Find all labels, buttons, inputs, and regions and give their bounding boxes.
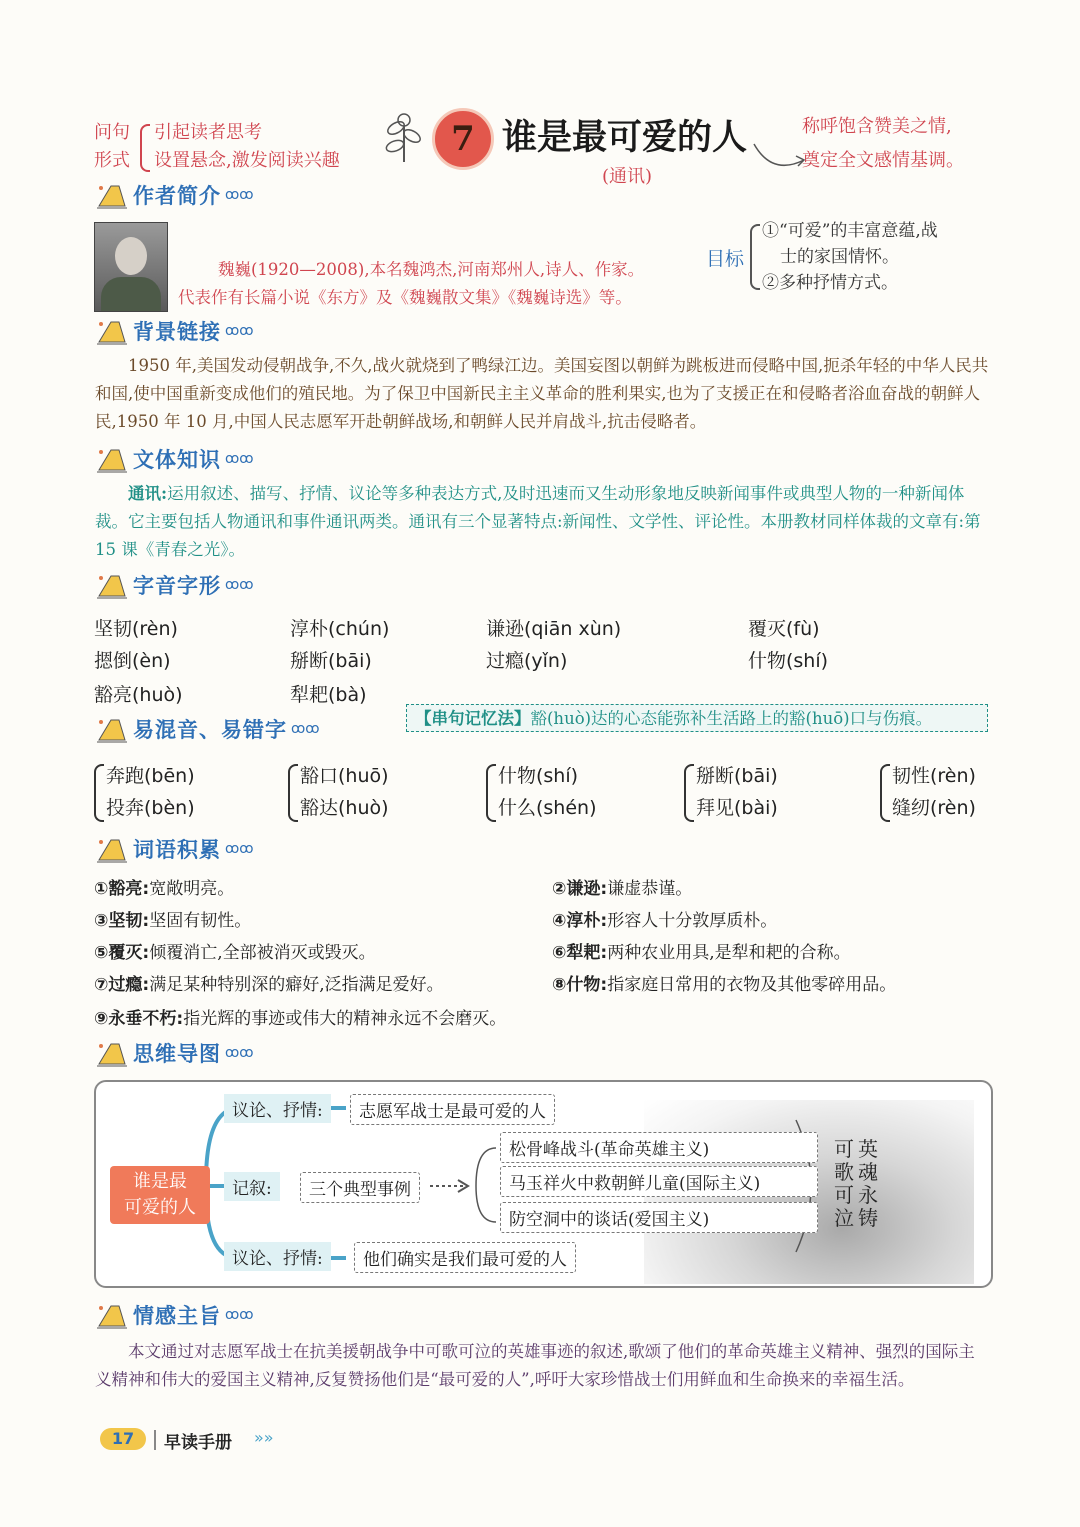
vocab-term: ③坚韧: xyxy=(94,911,150,931)
swirl-icon: ꝏꝏ xyxy=(225,451,254,467)
pencil-icon xyxy=(95,570,129,600)
vocab-def: 指家庭日常用的衣物及其他零碎用品。 xyxy=(607,975,897,995)
section-author xyxy=(95,178,254,212)
confusing-item: 投奔(bèn) xyxy=(106,797,195,819)
char-item: 坚韧(rèn) xyxy=(94,618,178,640)
confusing-pair xyxy=(106,760,195,824)
mindmap-example: 马玉祥火中救朝鲜儿童(国际主义) xyxy=(500,1166,818,1197)
page-number-badge xyxy=(100,1428,146,1450)
pencil-icon xyxy=(95,1300,129,1330)
brace xyxy=(486,764,496,822)
section-characters-label: 字音字形 xyxy=(133,574,221,598)
section-vocabulary-label: 词语积累 xyxy=(133,838,221,862)
confusing-item: 豁口(huō) xyxy=(300,765,389,787)
chevron-right-icon: »» xyxy=(254,1428,274,1447)
vocab-item xyxy=(552,938,851,963)
swirl-icon: ꝏꝏ xyxy=(225,1045,254,1061)
section-genre-label: 文体知识 xyxy=(133,448,221,472)
swirl-icon: ꝏꝏ xyxy=(291,721,320,737)
page-number: 17 xyxy=(111,1429,135,1448)
section-characters xyxy=(95,568,254,602)
vocab-term: ⑥犁耙: xyxy=(552,943,608,963)
char-item: 犁耙(bà) xyxy=(290,684,367,706)
confusing-item: 豁达(huò) xyxy=(300,797,389,819)
vertical-phrase-1: 可歌可泣 xyxy=(834,1137,854,1230)
author-photo xyxy=(94,222,168,312)
question-annotation xyxy=(94,118,394,174)
vocab-term: ②谦逊: xyxy=(552,879,608,899)
mindmap-example: 防空洞中的谈话(爱国主义) xyxy=(500,1202,818,1233)
brace xyxy=(140,124,150,172)
confusing-item: 什么(shén) xyxy=(498,797,597,819)
title-annotation xyxy=(802,110,1002,178)
vocab-def: 两种农业用具,是犁和耙的合称。 xyxy=(607,943,851,963)
char-item: 豁亮(huò) xyxy=(94,684,183,706)
book-title: 早读手册 xyxy=(164,1433,232,1453)
title-annotation-line-2: 奠定全文感情基调。 xyxy=(802,150,964,171)
confusing-item: 韧性(rèn) xyxy=(892,765,976,787)
char-item: 摁倒(èn) xyxy=(94,650,171,672)
mindmap-branch-text: 三个典型事例 xyxy=(300,1172,420,1203)
brace xyxy=(288,764,298,822)
vocab-item xyxy=(94,1004,506,1029)
pencil-icon xyxy=(95,834,129,864)
section-vocabulary xyxy=(95,832,254,866)
confusing-item: 奔跑(bēn) xyxy=(106,765,195,787)
confusing-pair xyxy=(300,760,389,824)
confusing-item: 掰断(bāi) xyxy=(696,765,778,787)
footer-divider xyxy=(154,1430,156,1450)
swirl-icon: ꝏꝏ xyxy=(225,577,254,593)
goals-label: 目标 xyxy=(706,248,745,270)
pencil-icon xyxy=(95,444,129,474)
section-theme-label: 情感主旨 xyxy=(133,1304,221,1328)
lesson-number: 7 xyxy=(451,119,475,159)
section-mindmap xyxy=(95,1036,254,1070)
vocab-def: 谦虚恭谨。 xyxy=(607,879,693,899)
char-item: 什物(shí) xyxy=(748,650,829,672)
vocab-item xyxy=(552,970,896,995)
annotation-label-2: 形式 xyxy=(94,150,130,171)
goal-2: ②多种抒情方式。 xyxy=(762,273,898,293)
vocab-term: ⑧什物: xyxy=(552,975,608,995)
vocab-def: 倾覆消亡,全部被消灭或毁灭。 xyxy=(149,943,376,963)
vocab-item xyxy=(552,906,777,931)
plant-icon xyxy=(380,108,428,164)
lesson-title: 谁是最可爱的人 xyxy=(502,117,748,158)
mindmap-center xyxy=(110,1166,210,1224)
confusing-pair xyxy=(696,760,778,824)
mnemonic-text: 豁(huò)达的心态能弥补生活路上的豁(huō)口与伤痕。 xyxy=(530,709,933,728)
mindmap-branch-text: 志愿军战士是最可爱的人 xyxy=(350,1094,555,1125)
char-item: 过瘾(yǐn) xyxy=(486,650,568,672)
confusing-item: 缝纫(rèn) xyxy=(892,797,976,819)
goals-brace xyxy=(750,224,760,290)
genre-body: 运用叙述、描写、抒情、议论等多种表达方式,及时迅速而又生动形象地反映新闻事件或典型人物的一种新闻体裁。它主要包括人物通讯和事件通讯两类。通讯有三个显著特点:新闻性、文学性、评论性。本册教材同样体裁的文章有:第 15 课《青春之光》。 xyxy=(95,484,981,559)
section-confusing-label: 易混音、易错字 xyxy=(133,718,287,742)
brace xyxy=(684,764,694,822)
char-item: 掰断(bāi) xyxy=(290,650,372,672)
section-confusing xyxy=(95,712,320,746)
mindmap-branch-text: 他们确实是我们最可爱的人 xyxy=(354,1242,576,1273)
swirl-icon: ꝏꝏ xyxy=(225,187,254,203)
section-mindmap-label: 思维导图 xyxy=(133,1042,221,1066)
mindmap-branch-label: 议论、抒情: xyxy=(224,1094,331,1123)
mnemonic-tag: 【串句记忆法】 xyxy=(415,709,531,728)
lesson-number-badge xyxy=(432,108,494,170)
mnemonic-box xyxy=(406,704,988,732)
author-line-2: 代表作有长篇小说《东方》及《魏巍散文集》《魏巍诗选》等。 xyxy=(178,288,632,307)
vocab-def: 宽敞明亮。 xyxy=(149,879,235,899)
mindmap-branch-label: 议论、抒情: xyxy=(224,1242,331,1271)
vocab-term: ⑨永垂不朽: xyxy=(94,1009,184,1029)
pencil-icon xyxy=(95,1038,129,1068)
vocab-term: ①豁亮: xyxy=(94,879,150,899)
mindmap-center-line-1: 谁是最 xyxy=(133,1171,187,1192)
section-background xyxy=(95,314,254,348)
mindmap-example: 松骨峰战斗(革命英雄主义) xyxy=(500,1132,818,1163)
annotation-point-1: 引起读者思考 xyxy=(154,122,262,143)
char-item: 覆灭(fù) xyxy=(748,618,820,640)
lesson-genre: (通讯) xyxy=(602,166,653,187)
pencil-icon xyxy=(95,316,129,346)
title-annotation-line-1: 称呼饱含赞美之情, xyxy=(802,116,952,137)
section-genre xyxy=(95,442,254,476)
annotation-label-1: 问句 xyxy=(94,122,130,143)
vocab-item xyxy=(552,874,692,899)
annotation-point-2: 设置悬念,激发阅读兴趣 xyxy=(154,150,340,171)
vocab-item xyxy=(94,874,234,899)
vocab-term: ④淳朴: xyxy=(552,911,608,931)
section-author-label: 作者简介 xyxy=(133,184,221,208)
vertical-phrase-2: 英魂永铸 xyxy=(858,1137,878,1230)
pencil-icon xyxy=(95,714,129,744)
goal-1b: 士的家国情怀。 xyxy=(780,247,899,267)
vocab-def: 满足某种特别深的癖好,泛指满足爱好。 xyxy=(149,975,444,995)
background-text: 1950 年,美国发动侵朝战争,不久,战火就烧到了鸭绿江边。美国妄图以朝鲜为跳板进而侵略中国,扼杀年轻的中华人民共和国,使中国重新变成他们的殖民地。为了保卫中国新民主主义革命的胜利果实,也为了支援正在和侵略者浴血奋战的朝鲜人民,1950 年 10 月,中国人民志愿军开赴朝鲜战场,和朝鲜人民并肩战斗,抗击侵略者。 xyxy=(95,356,989,431)
pencil-icon xyxy=(95,180,129,210)
swirl-icon: ꝏꝏ xyxy=(225,1307,254,1323)
vocab-def: 指光辉的事迹或伟大的精神永远不会磨灭。 xyxy=(183,1009,507,1029)
brace xyxy=(94,764,104,822)
vocab-def: 坚固有韧性。 xyxy=(149,911,252,931)
section-background-label: 背景链接 xyxy=(133,320,221,344)
swirl-icon: ꝏꝏ xyxy=(225,323,254,339)
confusing-pair xyxy=(498,760,597,824)
vocab-term: ⑦过瘾: xyxy=(94,975,150,995)
vocab-def: 形容人十分敦厚质朴。 xyxy=(607,911,778,931)
vocab-term: ⑤覆灭: xyxy=(94,943,150,963)
goals-list xyxy=(762,218,938,296)
vocab-item xyxy=(94,970,444,995)
vocab-item xyxy=(94,938,376,963)
goal-1a: ①“可爱”的丰富意蕴,战 xyxy=(762,221,938,241)
genre-text xyxy=(95,480,990,564)
brace xyxy=(880,764,890,822)
genre-term: 通讯: xyxy=(128,484,168,503)
mindmap-center-line-2: 可爱的人 xyxy=(124,1197,196,1218)
confusing-item: 什物(shí) xyxy=(498,765,579,787)
section-theme xyxy=(95,1298,254,1332)
confusing-pair xyxy=(892,760,976,824)
vocab-item xyxy=(94,906,251,931)
theme-text: 本文通过对志愿军战士在抗美援朝战争中可歌可泣的英雄事迹的叙述,歌颂了他们的革命英雄主义精神、强烈的国际主义精神和伟大的爱国主义精神,反复赞扬他们是“最可爱的人”,呼吁大家珍惜战士们用鲜血和生命换来的幸福生活。 xyxy=(95,1342,975,1389)
author-line-1: 魏巍(1920—2008),本名魏鸿杰,河南郑州人,诗人、作家。 xyxy=(218,260,645,279)
char-item: 谦逊(qiān xùn) xyxy=(486,618,622,640)
char-item: 淳朴(chún) xyxy=(290,618,390,640)
mindmap-branch-label: 记叙: xyxy=(224,1172,280,1201)
confusing-item: 拜见(bài) xyxy=(696,797,778,819)
swirl-icon: ꝏꝏ xyxy=(225,841,254,857)
